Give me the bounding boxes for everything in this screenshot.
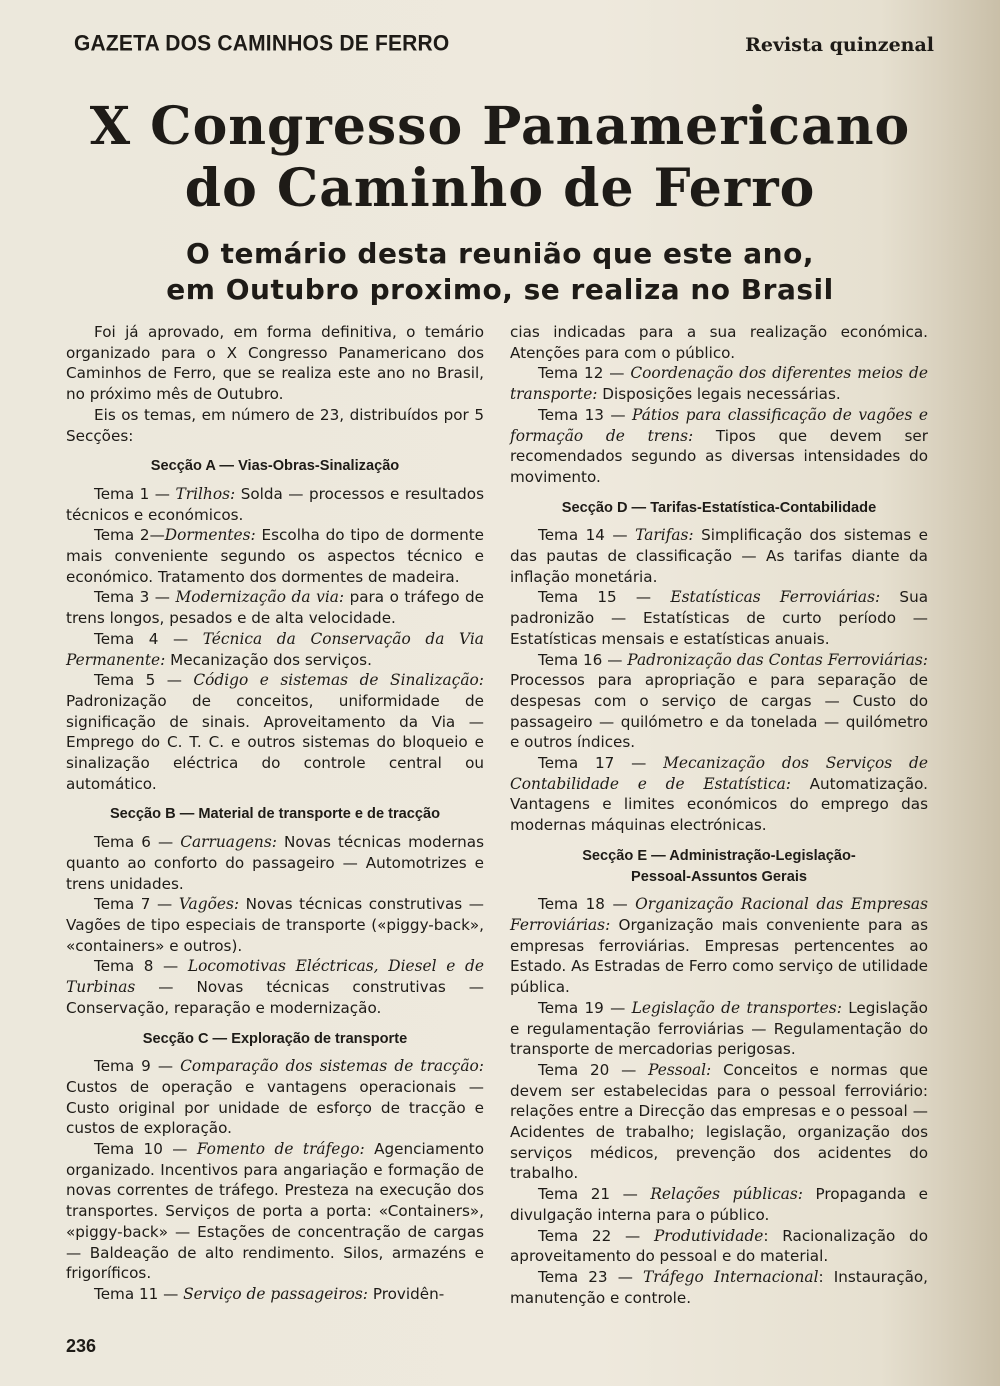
running-header — [74, 32, 934, 60]
section-heading-c: Secção C — Exploração de transporte — [142, 1030, 408, 1047]
page-number: 236 — [66, 1336, 97, 1356]
tema-paragraph: Tema 20 — Pessoal: Conceitos e normas que devem ser estabelecidas para o pessoal ferroviário: relações entre a Direcção das empresas e o pessoal — Acidentes de trabalho; legislação, organização dos serviços médicos, prevenção dos acidentes do trabalho. — [510, 1060, 928, 1183]
right-column — [510, 322, 928, 1308]
tema-paragraph: Tema 21 — Relações públicas: Propaganda e divulgação interna para o público. — [510, 1185, 929, 1224]
tema-paragraph: Tema 19 — Legislação de transportes: Legislação e regulamentação ferroviárias — Regulamentação do transporte de mercadorias perigosas. — [510, 998, 928, 1059]
tema-paragraph: Tema 16 — Padronização das Contas Ferroviárias: Processos para apropriação e para separação de despesas com o serviço de cargas — Custo do passageiro — quilómetro e da tonelada — quilómetro e outros índices. — [510, 650, 928, 752]
tema-paragraph: Tema 15 — Estatísticas Ferroviárias: Sua padronizão — Estatísticas de curto período — Estatísticas mensais e estatísticas anuais. — [510, 588, 929, 648]
article-subtitle-line-1: O temário desta reunião que este ano, — [186, 237, 814, 270]
article-title — [70, 96, 930, 220]
tema-paragraph: Tema 5 — Código e sistemas de Sinalização: Padronização de conceitos, uniformidade de significação de sinais. Aproveitamento da Via — Emprego do C. T. C. e outros sistemas do bloqueio e sinalização eléctrica do controle central ou automático. — [66, 671, 484, 793]
tema-paragraph: Tema 7 — Vagões: Novas técnicas construtivas — Vagões de tipo especiais de transporte («piggy-back», «containers» e outros). — [66, 895, 484, 955]
journal-name: GAZETA DOS CAMINHOS DE FERRO — [74, 31, 450, 56]
section-heading-e-line-1: Secção E — Administração-Legislação- — [582, 847, 856, 864]
tema-paragraph: Tema 8 — Locomotivas Eléctricas, Diesel e de Turbinas — Novas técnicas construtivas — Conservação, reparação e modernização. — [66, 957, 484, 1017]
journal-frequency: Revista quinzenal — [745, 34, 934, 56]
section-heading-d: Secção D — Tarifas-Estatística-Contabilidade — [561, 499, 877, 516]
article-subtitle-line-2: em Outubro proximo, se realiza no Brasil — [166, 273, 834, 306]
tema-paragraph: Tema 6 — Carruagens: Novas técnicas modernas quanto ao conforto do passageiro — Automotrizes e trens unidades. — [66, 833, 484, 893]
article-title-line-2: do Caminho de Ferro — [184, 158, 816, 219]
tema-paragraph: Tema 23 — Tráfego Internacional: Instauração, manutenção e controle. — [510, 1267, 928, 1307]
tema-paragraph-continued: cias indicadas para a sua realização económica. Atenções para com o público. — [510, 323, 928, 362]
tema-paragraph: Tema 22 — Produtividade: Racionalização do aproveitamento do pessoal e do material. — [510, 1226, 928, 1266]
tema-paragraph: Tema 12 — Coordenação dos diferentes meios de transporte: Disposições legais necessárias. — [510, 364, 928, 404]
tema-paragraph: Tema 11 — Serviço de passageiros: Providên- — [94, 1284, 445, 1303]
tema-paragraph: Tema 17 — Mecanização dos Serviços de Contabilidade e de Estatística: Automatização. Vantagens e limites económicos do emprego das modernas máquinas electrónicas. — [510, 754, 929, 835]
tema-paragraph: Tema 3 — Modernização da via: para o tráfego de trens longos, pesados e de alta velocidade. — [66, 588, 484, 628]
article-subtitle — [70, 236, 930, 308]
tema-paragraph: Tema 2—Dormentes: Escolha do tipo de dormente mais conveniente segundo os aspectos técnico e económico. Tratamento dos dormentes de madeira. — [66, 526, 484, 586]
section-heading-e — [510, 846, 928, 887]
tema-paragraph: Tema 10 — Fomento de tráfego: Agenciamento organizado. Incentivos para angariação e formação de novas correntes de tráfego. Presteza na execução dos transportes. Serviços de porta a porta: «Containers», «piggy-back» — Estações de concentração de cargas — Baldeação de alto rendimento. Silos, armazéns e frigoríficos. — [66, 1140, 484, 1283]
tema-paragraph: Tema 4 — Técnica da Conservação da Via Permanente: Mecanização dos serviços. — [66, 629, 484, 669]
intro-paragraph: Foi já aprovado, em forma definitiva, o temário organizado para o X Congresso Panamericano dos Caminhos de Ferro, que se realiza este ano no Brasil, no próximo mês de Outubro. — [66, 323, 484, 404]
section-heading-b: Secção B — Material de transporte e de tracção — [109, 806, 441, 823]
left-column — [66, 322, 484, 1305]
article-title-line-1: X Congresso Panamericano — [89, 96, 911, 157]
tema-paragraph: Tema 1 — Trilhos: Solda — processos e resultados técnicos e económicos. — [66, 484, 484, 524]
tema-paragraph: Tema 18 — Organização Racional das Empresas Ferroviárias: Organização mais conveniente para as empresas ferroviárias. Empresas pertencentes ao Estado. As Estradas de Ferro como serviço de utilidade pública. — [510, 895, 929, 997]
tema-paragraph: Tema 14 — Tarifas: Simplificação dos sistemas e das pautas de classificação — As tarifas diante da inflação monetária. — [510, 526, 929, 586]
intro-paragraph: Eis os temas, em número de 23, distribuídos por 5 Secções: — [66, 405, 484, 445]
section-heading-a: Secção A — Vias-Obras-Sinalização — [150, 458, 400, 475]
tema-paragraph: Tema 9 — Comparação dos sistemas de tracção: Custos de operação e vantagens operacionais — Custo original por unidade de esforço de tracção e custos de exploração. — [66, 1057, 484, 1138]
section-heading-e-line-2: Pessoal-Assuntos Gerais — [630, 868, 807, 885]
tema-paragraph: Tema 13 — Pátios para classificação de vagões e formação de trens: Tipos que devem ser recomendados segundo as diversas intensidades do movimento. — [510, 405, 929, 486]
